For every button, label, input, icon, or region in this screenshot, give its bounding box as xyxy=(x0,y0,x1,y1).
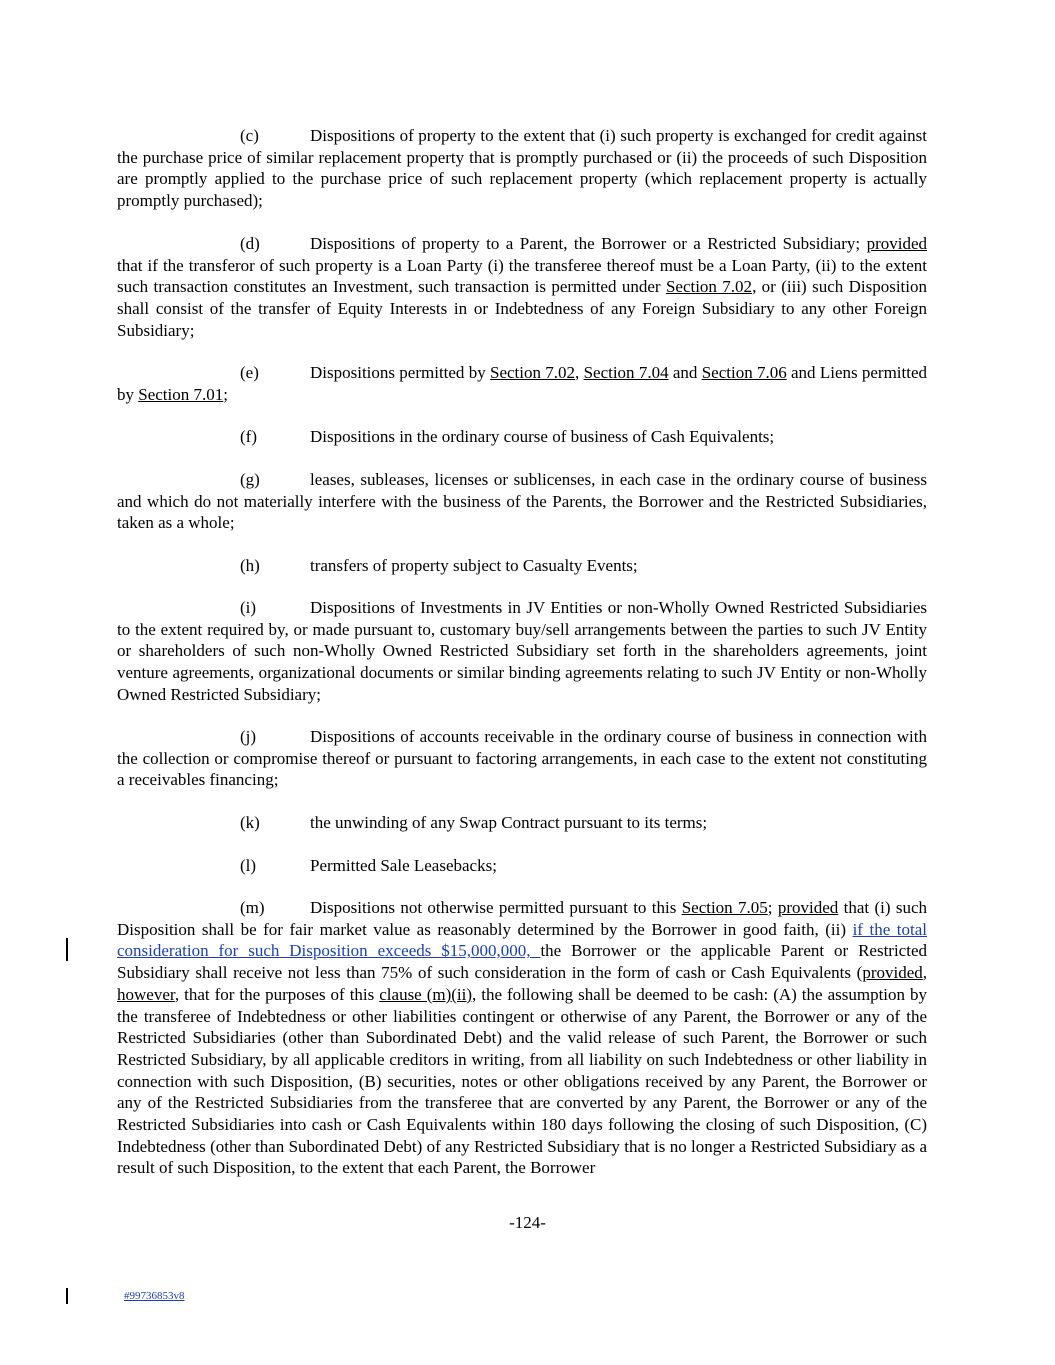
document-id-link[interactable]: #99736853v8 xyxy=(124,1290,185,1302)
paragraph-label: (e) xyxy=(240,363,259,382)
text-run: that if the transferor of such property is a Loan Party (i) the transferee thereof must be a Loan Party, (ii) to the extent such transaction constitutes an Investment, such transaction is permitted under xyxy=(117,255,927,297)
paragraph-label: (j) xyxy=(240,727,257,746)
defined-term-provided: provided xyxy=(866,234,927,253)
paragraph-text: transfers of property subject to Casualty Events; xyxy=(310,556,638,575)
paragraph-i xyxy=(117,597,927,706)
paragraph-k xyxy=(117,812,927,834)
text-run: , xyxy=(575,363,584,382)
paragraph-label: (c) xyxy=(240,126,259,145)
paragraph-text: Dispositions of accounts receivable in the ordinary course of business in connection with the collection or compromise thereof or pursuant to factoring arrangements, in each case to the extent not constituting a receivables financing; xyxy=(117,727,927,790)
paragraph-j xyxy=(117,726,927,791)
defined-term-provided: provided xyxy=(777,898,839,917)
section-reference: Section 7.02 xyxy=(490,363,576,382)
paragraph-d xyxy=(117,233,927,342)
text-run: ; xyxy=(767,898,778,917)
text-run: , xyxy=(922,963,927,983)
text-run: ; xyxy=(223,384,228,404)
paragraph-label: (i) xyxy=(240,598,257,617)
text-run: Dispositions permitted by xyxy=(310,363,490,382)
paragraph-text: the unwinding of any Swap Contract pursuant to its terms; xyxy=(310,813,708,832)
paragraph-text: leases, subleases, licenses or sublicenses, in each case in the ordinary course of business and which do not materially interfere with the business of the Parents, the Borrower and the Restricted Subsidiaries, taken as a whole; xyxy=(117,470,927,533)
text-run: , or (iii) such Disposition shall consist of the transfer of Equity Interests in or Indebtedness of any Foreign Subsidiary to any other Foreign Subsidiary; xyxy=(117,277,928,340)
paragraph-label: (g) xyxy=(240,470,260,489)
text-run: Dispositions not otherwise permitted pursuant to this xyxy=(310,898,682,917)
paragraph-c xyxy=(117,125,927,212)
text-run: and Liens permitted by xyxy=(117,363,928,404)
page-number: -124- xyxy=(509,1213,546,1232)
section-reference: Section 7.04 xyxy=(583,363,669,382)
change-bar xyxy=(66,1288,68,1304)
paragraph-label: (f) xyxy=(240,427,257,446)
paragraph-label: (l) xyxy=(240,856,257,875)
section-reference: Section 7.05 xyxy=(681,898,768,917)
paragraph-text: Permitted Sale Leasebacks; xyxy=(310,856,497,875)
text-run: that (i) such Disposition shall be for fair market value as reasonably determined by the Borrower in good faith, (ii) xyxy=(117,898,927,939)
text-run: the Borrower or the applicable Parent or Restricted Subsidiary shall receive not less than 75% of such consideration in the form of cash or Cash Equivalents ( xyxy=(117,941,927,983)
paragraph-label: (d) xyxy=(240,234,260,253)
paragraph-label: (m) xyxy=(240,898,265,917)
paragraph-text: Dispositions of Investments in JV Entities or non-Wholly Owned Restricted Subsidiaries to the extent required by, or made pursuant to, customary buy/sell arrangements between the parties to such JV Entity or shareholders of such non-Wholly Owned Restricted Subsidiary set forth in the shareholders agreements, joint venture agreements, organizational documents or similar binding agreements relating to such JV Entity or non-Wholly Owned Restricted Subsidiary; xyxy=(117,598,927,704)
change-bar xyxy=(66,938,68,961)
paragraph-h xyxy=(117,555,927,577)
paragraph-e xyxy=(117,362,927,405)
section-reference: Section 7.06 xyxy=(701,363,787,382)
section-reference: Section 7.01 xyxy=(138,384,224,404)
paragraph-f xyxy=(117,426,927,448)
inserted-text-revision: if the total consideration for such Disposition exceeds $15,000,000, xyxy=(117,919,927,961)
paragraph-m xyxy=(117,897,927,1179)
paragraph-text: Dispositions of property to the extent that (i) such property is exchanged for credit against the purchase price of similar replacement property that is promptly purchased or (ii) the proceeds of such Disposition are promptly applied to the purchase price of such replacement property (which replacement property is actually promptly purchased); xyxy=(117,126,927,211)
paragraph-l xyxy=(117,855,927,877)
text-run: , the following shall be deemed to be cash: (A) the assumption by the transferee of Indebtedness or other liabilities contingent or otherwise of any Parent, the Borrower or any of the Restricted Subsidiaries (other than Subordinated Debt) and the valid release of such Parent, the Borrower or such Restricted Subsidiary, by all applicable creditors in writing, from all liability on such Indebtedness or other liability in connection with such Disposition, (B) securities, notes or other obligations received by any Parent, the Borrower or any of the Restricted Subsidiaries from the transferee that are converted by any Parent, the Borrower or any of the Restricted Subsidiaries into cash or Cash Equivalents within 180 days following the closing of such Disposition, (C) Indebtedness (other than Subordinated Debt) of any Restricted Subsidiary that is no longer a Restricted Subsidiary as a result of such Disposition, to the extent that each Parent, the Borrower xyxy=(117,984,927,1178)
paragraph-text: Dispositions in the ordinary course of business of Cash Equivalents; xyxy=(310,427,775,446)
paragraph-label: (h) xyxy=(240,556,260,575)
clause-reference: clause (m)(ii) xyxy=(379,984,473,1004)
defined-term-provided: provided xyxy=(862,963,923,983)
text-run: and xyxy=(668,363,702,382)
text-run: , that for the purposes of this xyxy=(174,984,380,1004)
paragraph-g xyxy=(117,469,927,534)
text-run: Dispositions of property to a Parent, the Borrower or a Restricted Subsidiary; xyxy=(310,234,867,253)
paragraph-label: (k) xyxy=(240,813,260,832)
defined-term-however: however xyxy=(117,984,175,1004)
section-reference: Section 7.02 xyxy=(665,277,753,297)
